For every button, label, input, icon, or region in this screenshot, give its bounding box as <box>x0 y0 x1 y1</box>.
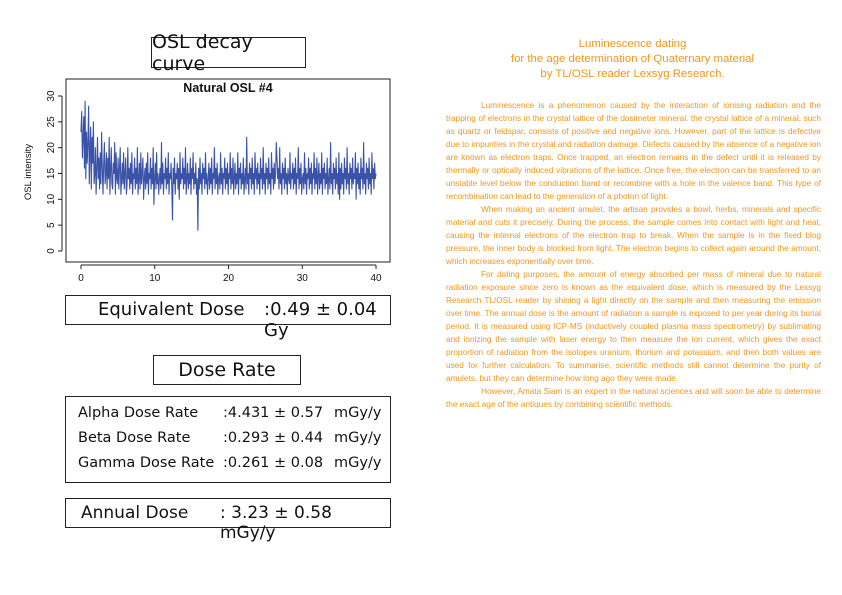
y-tick-label: 5 <box>46 222 57 228</box>
article-heading <box>470 37 795 82</box>
dose-rate-value: :0.261 ± 0.08 <box>223 455 324 471</box>
x-tick-label: 40 <box>370 273 382 284</box>
y-tick-label: 20 <box>46 142 57 154</box>
dose-rate-unit: mGy/y <box>334 430 382 446</box>
article-heading-line: by TL/OSL reader Lexsyg Research. <box>540 68 725 80</box>
dose-rate-name: Gamma Dose Rate <box>78 455 215 471</box>
y-axis-label: OSL intensity <box>23 143 34 201</box>
dose-rate-title: Dose Rate <box>153 355 301 385</box>
dose-rate-unit: mGy/y <box>334 405 382 421</box>
equivalent-dose-label: Equivalent Dose <box>98 299 245 320</box>
x-tick-label: 0 <box>78 273 84 284</box>
dose-rate-name: Alpha Dose Rate <box>78 405 199 421</box>
annual-dose-value: : 3.23 ± 0.58 mGy/y <box>220 503 332 543</box>
x-tick-label: 30 <box>296 273 308 284</box>
equivalent-dose-box <box>65 295 391 341</box>
dose-rate-value: :4.431 ± 0.57 <box>223 405 324 421</box>
annual-dose-label: Annual Dose <box>81 503 189 523</box>
article-body <box>446 99 821 411</box>
y-tick-label: 10 <box>46 193 57 205</box>
y-tick-label: 30 <box>46 90 57 102</box>
annual-dose-box <box>65 498 391 543</box>
x-tick-label: 20 <box>222 273 235 284</box>
y-tick-label: 25 <box>46 116 57 128</box>
osl-decay-chart <box>0 0 400 295</box>
article-heading-line: for the age determination of Quaternary material <box>510 53 755 65</box>
article-paragraph: For dating purposes, the amount of energy absorbed per mass of mineral due to natural radiation exposure since zero is known as the equivalent dose, which is measured by the Lexsyg Research TL/OSL reader by shining a light directly on the sample and then measuring the emission over time. The annual dose is the amount of radiation a sample is exposed to per year during its burial period. It is measured using ICP-MS (inductively coupled plasma mass spectrometry) by sublimating and ionizing the sample with laser energy to then measure the ion current, which gives the exact proportion of radiation from the isotopes uranium, thorium and potassium, and then both values are used for further calculation. To summarise, scientific methods still cannot determine the purity of amulets, but they can determine how long ago they were made. <box>446 270 821 383</box>
dose-rate-name: Beta Dose Rate <box>78 430 191 446</box>
y-tick-label: 15 <box>46 167 57 180</box>
x-tick-label: 10 <box>149 273 161 284</box>
series-line-osl <box>81 101 376 230</box>
dose-rate-value: :0.293 ± 0.44 <box>223 430 324 446</box>
chart-title: Natural OSL #4 <box>183 81 273 95</box>
equivalent-dose-value: :0.49 ± 0.04 Gy <box>264 299 377 341</box>
article-paragraph: Luminescence is a phenomenon caused by the interaction of ionising radiation and the trapping of electrons in the crystal lattice of the dosimeter mineral. the crystal lattice of a mineral, such as quartz or feldspar, consists of positive and negative ions. However, part of the lattice is defective due to impurities in the crystal and radiation damage. Defects caused by the absence of a negative ion are known as electron traps. Once trapped, an electron remains in the defect until it is released by thermally or optically induced vibrations of the lattice. Once free, the electron can be transferred to an unstable level below the conduction band or recombine with a hole in the valence band. This type of recombination can lead to the generation of a photon of light. <box>446 101 821 201</box>
article-paragraph: However, Amata Siam is an expert in the natural sciences and will soon be able to determine the exact age of the antiques by combining scientific methods. <box>446 387 821 409</box>
article-heading-line: Luminescence dating <box>578 38 687 50</box>
dose-rates-box <box>65 396 391 483</box>
dose-rate-unit: mGy/y <box>334 455 382 471</box>
y-tick-label: 0 <box>46 248 57 254</box>
article-paragraph: When making an ancient amulet, the artisan provides a bowl, herbs, minerals and specific material and cuts it precisely. During the process, the sample comes into contact with light and heat, causing the internal electrons of the electron trap to break. When the sample is in the fixed blog pressure, the inner body is blocked from light. The electron begins to collect again around the amount, which increases exponentially over time. <box>446 205 821 266</box>
osl-panel-title: OSL decay curve <box>151 37 306 68</box>
